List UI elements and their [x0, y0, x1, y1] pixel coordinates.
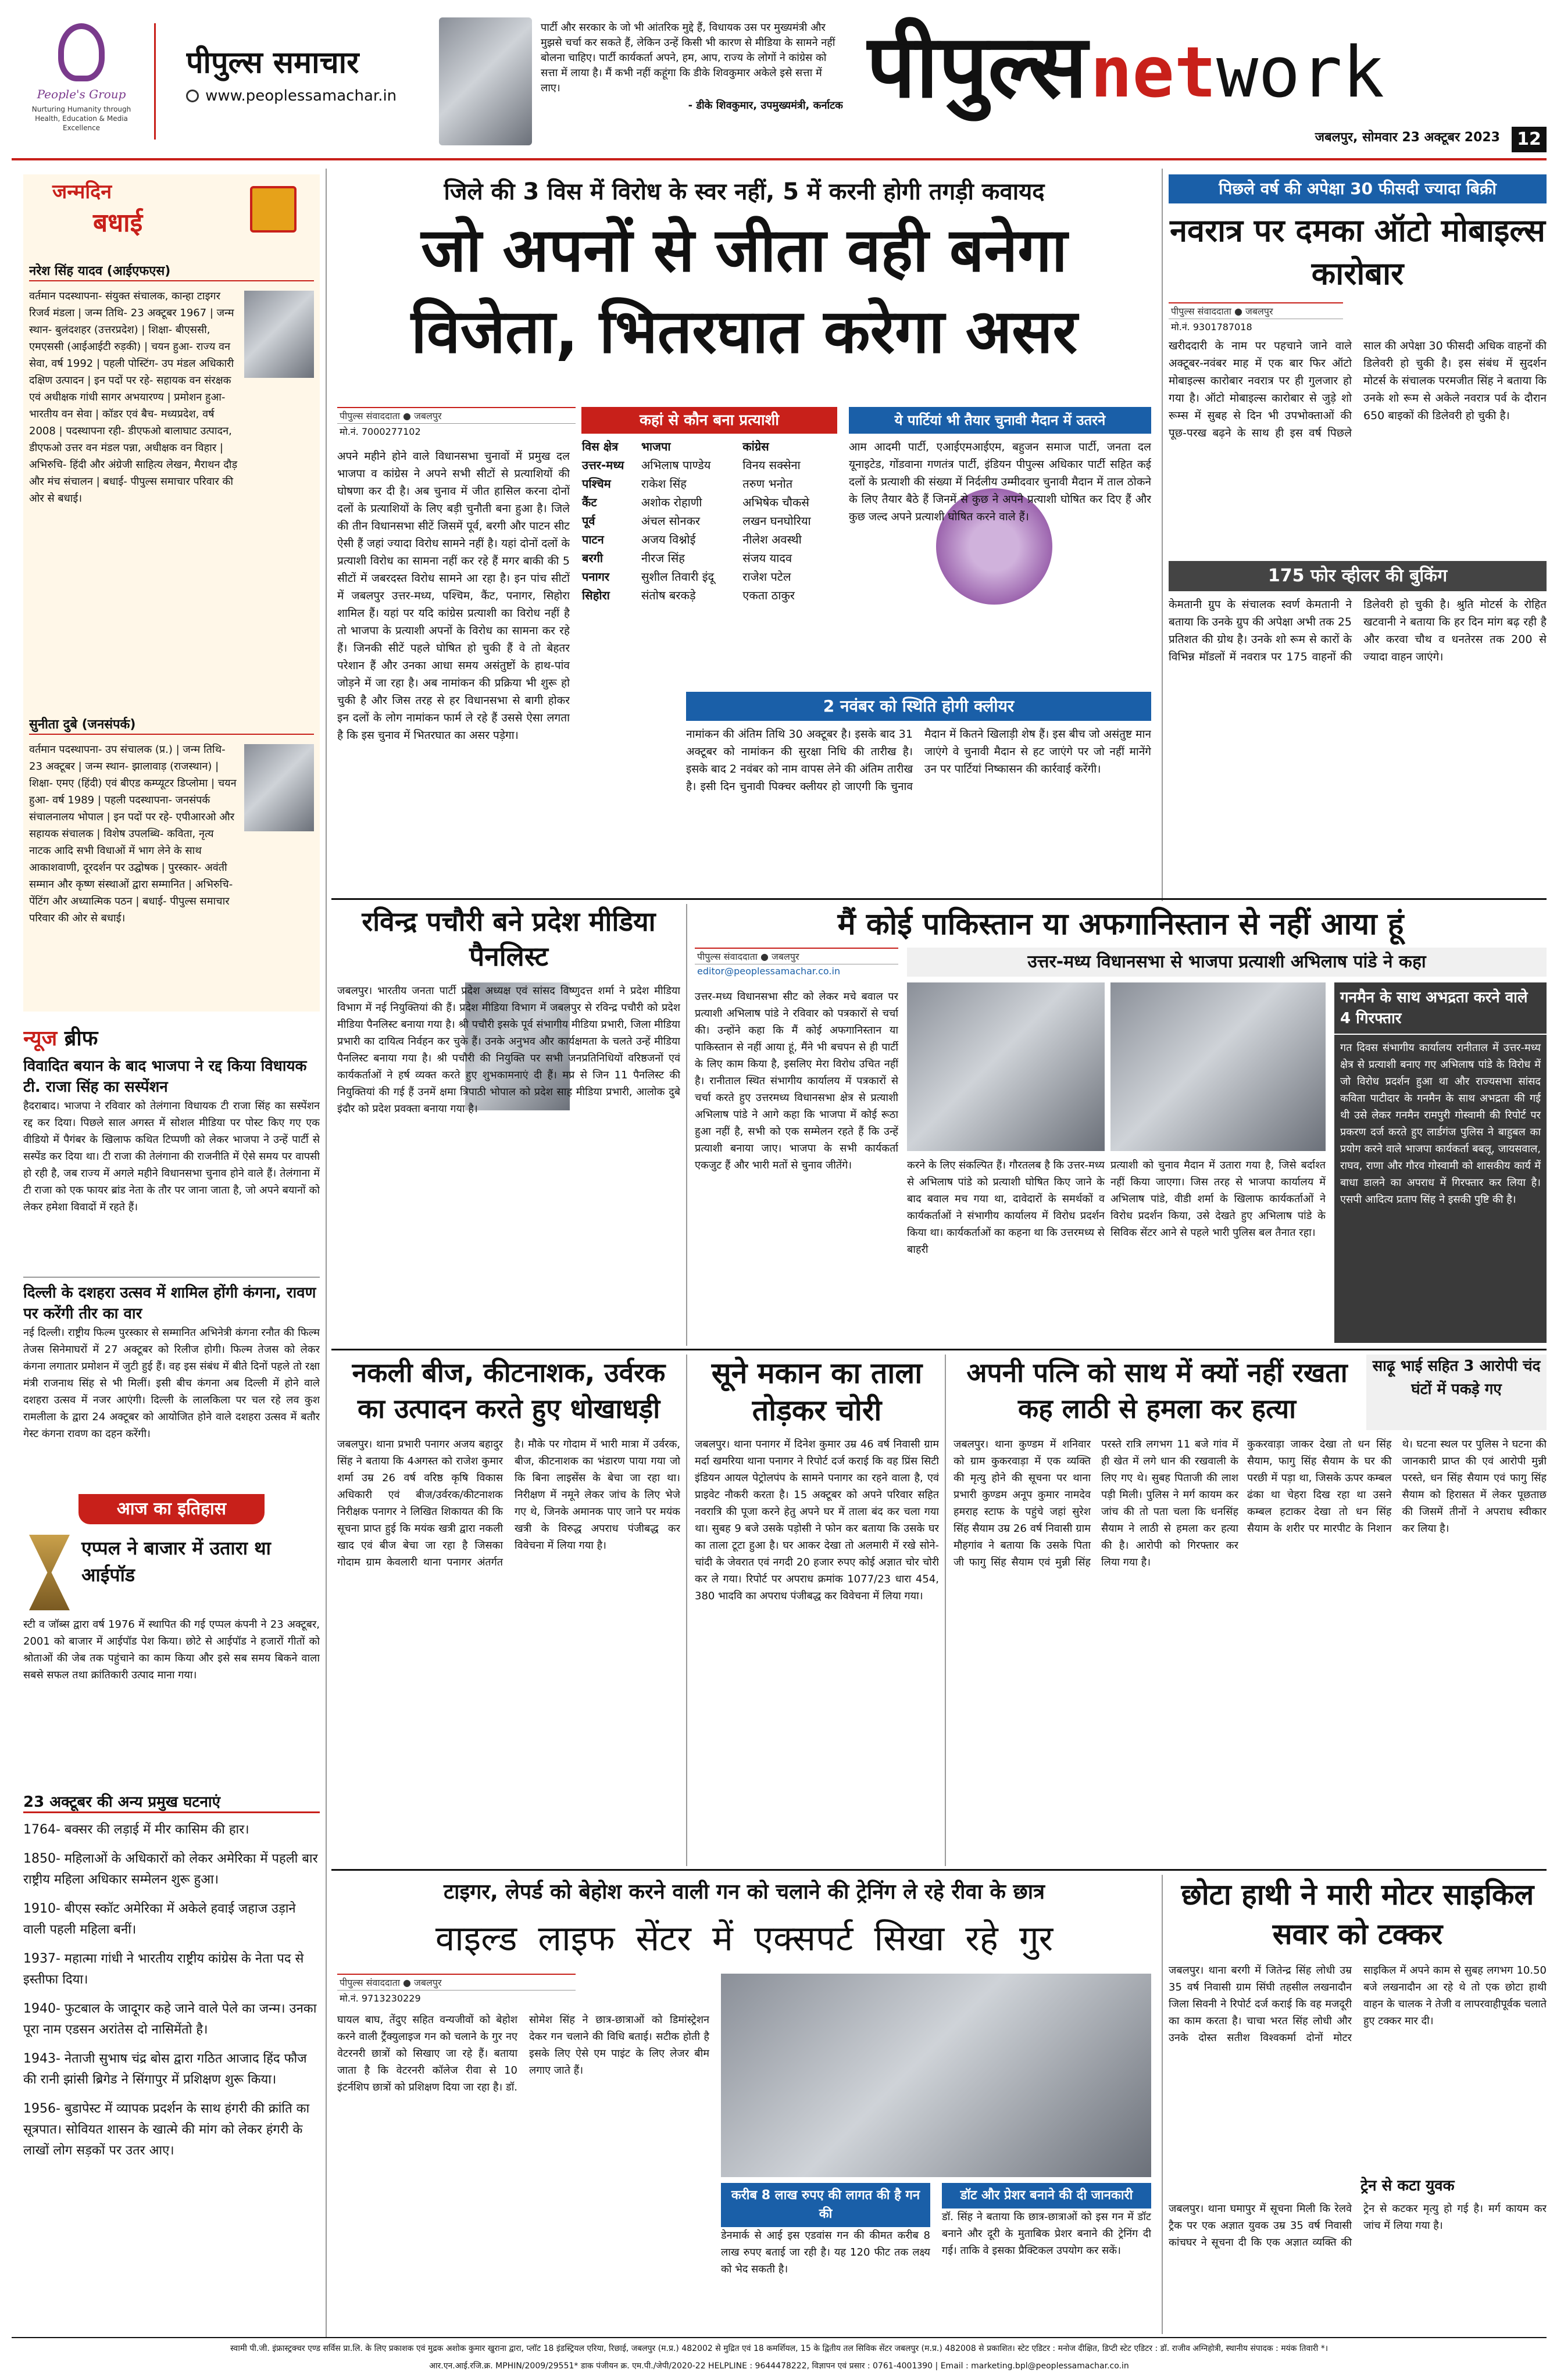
sidebar-vertical-rule [326, 169, 327, 2337]
table-cell: सुशील तिवारी इंदू [641, 570, 715, 584]
arrest-headline: गनमैन के साथ अभद्रता करने वाले 4 गिरफ्तार [1334, 982, 1547, 1035]
paper-name: पीपुल्स समाचार [186, 45, 359, 80]
nov2-text: नामांकन की अंतिम तिथि 30 अक्टूबर है। इसके बाद 31 अक्टूबर को नामांकन की सुरक्षा निधि की तारीख है। इसके बाद 2 नवंबर को नाम वापस लेने की अंतिम तारीख है। इसी दिन चुनावी पिक्चर क्लीयर हो जाएगी कि चुनाव मैदान में कितने खिलाड़ी शेष हैं। इस बीच जो असंतुष्ट मान जाएंगे वे चुनावी मैदान से हट जाएंगे पर जो नहीं मानेंगे उन पर पार्टियां निष्कासन की कार्रवाई करेंगी। [686, 728, 1151, 793]
group-logo-icon [58, 23, 105, 81]
auto-byline [1169, 302, 1343, 335]
table-cell: उत्तर-मध्य [582, 458, 624, 472]
person1-name: नरेश सिंह यादव (आईएफएस) [29, 262, 314, 281]
table-row [581, 549, 837, 567]
person2-photo [244, 744, 314, 831]
seed-body: जबलपुर। थाना प्रभारी पनागर अजय बहादुर सिंह ने बताया कि 4अगस्त को राजेश कुमार शर्मा उम्र 26 वर्ष वरिष्ठ कृषि विकास अधिकारी एवं बीज/उर्वरक/कीटनाशक निरीक्षक पनागर ने लिखित शिकायत की कि सूचना प्राप्त हुई कि मयंक खत्री द्वारा नकली खाद एवं बीज बेचा जा रहा है जिसका गोदाम ग्राम केवलारी थाना पनागर अंतर्गत है। मौके पर गोदाम में भारी मात्रा में उर्वरक, बीज, कीटनाशक का भंडारण पाया गया जो कि बिना लाइसेंस के बेचा जा रहा था। निरीक्षण में नमूने लेकर जांच के लिए भेजे गए थे, जिनके अमानक पाए जाने पर मयंक खत्री के विरुद्ध अपराध पंजीबद्ध कर विवेचना में लिया गया है। [337, 1438, 680, 1568]
peoples-group-logo [23, 23, 140, 140]
dateline: जबलपुर, सोमवार 23 अक्टूबर 2023 [1315, 130, 1500, 145]
news-brief-column [23, 1023, 320, 1482]
lead-byline [337, 407, 576, 442]
pachori-rule [686, 904, 687, 1346]
website-text: www.peoplessamachar.in [205, 87, 397, 105]
footer-registration: आर.एन.आई.रजि.क्र. MPHIN/2009/29551* डाक पंजीयन क्र. एम.पी./जेपी/2020-22 HELPLINE : 9644478222, विज्ञापन एवं प्रसार : 0761-4001390 | Email : marketing.bpl@peoplessamachar.co.in [429, 2361, 1129, 2371]
lead-kicker: जिले की 3 विस में विरोध के स्वर नहीं, 5 में करनी होगी तगड़ी कवायद [444, 178, 1045, 205]
lead-headline-line2: विजेता, भितरघात करेगा असर [410, 296, 1077, 367]
table-row [581, 586, 837, 605]
history-text: स्टी व जॉब्स द्वारा वर्ष 1976 में स्थापित की गई एप्पल कंपनी ने 23 अक्टूबर, 2001 को बाजार में आईपॉड पेश किया। छोटे से आईपॉड ने हजारों गीतों को श्रोताओं की जेब तक पहुंचाने का काम किया और इसे सब समय बिकने वाला सबसे सफल तथा क्रांतिकारी उत्पाद माना गया। [23, 1618, 320, 1681]
midpage-rule [331, 898, 1547, 900]
tractor-sub-body: जबलपुर। थाना घमापुर में सूचना मिली कि रेलवे ट्रैक पर एक अज्ञात युवक उम्र 35 वर्ष निवासी कांचघर ने सूचना दी कि एक अज्ञात व्यक्ति की ट्रेन से कटकर मृत्यु हो गई है। मर्ग कायम कर जांच में लिया गया है। [1169, 2203, 1547, 2249]
pandey-subhead: उत्तर-मध्य विधानसभा से भाजपा प्रत्याशी अभिलाष पांडे ने कहा [907, 948, 1547, 977]
table-cell: अजय विश्नोई [641, 533, 696, 546]
nov2-title: 2 नवंबर को स्थिति होगी क्लीयर [686, 692, 1151, 721]
event-item: 1764- बक्सर की लड़ाई में मीर कासिम की हार। [23, 1822, 249, 1837]
footer-rule [12, 2337, 1547, 2338]
table-row [581, 512, 837, 530]
wildlife-rule [1162, 1875, 1163, 2334]
table-cell: अभिषेक चौकसे [742, 495, 809, 509]
brief-divider [23, 1277, 320, 1278]
auto-body: खरीददारी के नाम पर पहचाने जाने वाले अक्टूबर-नवंबर माह में एक बार फिर ऑटो मोबाइल्स कारोबार नवरात्र पर ही गुलजार हो गया है। ऑटो मोबाइल्स कारोबार से जुड़े शो रूम्स में सुबह से दिन भी उपभोक्ताओं की पूछ-परख बढ़ने के साथ ही इस वर्ष पिछले साल की अपेक्षा 30 फीसदी अधिक वाहनों की डिलेवरी हो चुकी है। इस संबंध में सुदर्शन मोटर्स के संचालक परमजीत सिंह ने बताया कि उनके शो रूम से अकेले नवरात्र पर्व के दौरान 650 बाइकों की डिलेवरी हो चुकी है। [1169, 340, 1547, 439]
network-title-work: work [1216, 33, 1384, 113]
wildlife-photo [721, 1974, 1151, 2177]
candidates-table [581, 437, 837, 605]
seed-headline: नकली बीज, कीटनाशक, उर्वरक का उत्पादन करते हुए धोखाधड़ी [352, 1357, 666, 1424]
events-list [23, 1820, 320, 2161]
table-cell: अशोक रोहाणी [641, 495, 702, 509]
website-link[interactable] [186, 87, 430, 110]
lead-byline-text: पीपुल्स संवाददाता ● जबलपुर [337, 407, 576, 424]
table-cell: संजय यादव [742, 551, 792, 565]
table-row [581, 474, 837, 493]
group-name: People's Group [37, 87, 126, 101]
table-cell: विनय सक्सेना [742, 458, 801, 472]
wildlife-body: घायल बाघ, तेंदुए सहित वन्यजीवों को बेहोश करने वाली ट्रैंक्युलाइज गन को चलाने के गुर नए वेटरनरी छात्रों को सिखाए जा रहे हैं। बताया जाता है कि वेटरनरी कॉलेज रीवा से 10 इंटर्नशिप छात्रों को प्रशिक्षण दिया जा रहा है। डॉ. सोमेश सिंह ने छात्र-छात्राओं को डिमांस्ट्रेशन देकर गन चलाने की विधि बताई। सटीक होती है इसके लिए ऐसे एम पाइंट के लिए लेजर बीम लगाए जाते हैं। [337, 2014, 709, 2093]
sadhu-headline: साढ़ू भाई सहित 3 आरोपी चंद घंटों में पकड़े गए [1366, 1355, 1547, 1430]
shivakumar-photo [439, 17, 532, 145]
logo-divider [154, 23, 156, 140]
table-cell: अभिलाष पाण्डेय [641, 458, 711, 472]
brief-item2-text: नई दिल्ली। राष्ट्रीय फिल्म पुरस्कार से सम्मानित अभिनेत्री कंगना रनौत की फिल्म तेजस सिनेमाघरों में 27 अक्टूबर को रिलीज होगी। फिल्म तेजस को लेकर कंगना लगातार प्रमोशन में जुटी हुई हैं। वह इस संबंध में बीते दिनों पहले तो रक्षा मंत्री राजनाथ सिंह से भी मिलीं। इसी बीच कंगना अब दिल्ली में होने वाले दशहरा उत्सव में नजर आएंगी। दिल्ली के लालकिला पर चल रहे लव कुश रामलीला के द्वारा 24 अक्टूबर को आयोजित होने वाले दशहरा उत्सव में बतौर गेस्ट कंगना रावण का दहन करेंगी। [23, 1327, 320, 1440]
auto-sub-title: 175 फोर व्हीलर की बुकिंग [1169, 561, 1547, 591]
wildlife-kicker: टाइगर, लेपर्ड को बेहोश करने वाली गन को चलाने की ट्रेनिंग ले रहे रीवा के छात्र [444, 1880, 1045, 1904]
pandey-body: उत्तर-मध्य विधानसभा सीट को लेकर मचे बवाल पर प्रत्याशी अभिलाष पांडे ने रविवार को पत्रकारों से चर्चा की। उन्होंने कहा कि मैं कोई अफगानिस्तान या पाकिस्तान से नहीं आया हूं, मैंने भी बचपन से ही पार्टी के लिए काम किया है, इसलिए मेरा विरोध उचित नहीं है। रानीताल स्थित संभागीय कार्यालय में पत्रकारों से चर्चा करते हुए उत्तरमध्य विधानसभा क्षेत्र से प्रत्याशी अभिलाष पांडे ने आगे कहा कि भाजपा में कोई रूठा हुआ नहीं है, सभी को एक सम्मेलन रहते हैं कि उन्हें प्रत्याशी बनाया जाए। भाजपा के सभी कार्यकर्ता एकजुट हैं और भारी मतों से चुनाव जीतेंगे। [695, 991, 898, 1171]
table-cell: नीलेश अवस्थी [742, 533, 802, 546]
table-cell: कैंट [582, 495, 597, 509]
wildlife-mobile: मो.नं. 9713230229 [340, 1993, 421, 2004]
pandey-email[interactable]: editor@peoplessamachar.co.in [697, 966, 841, 977]
person2-text: वर्तमान पदस्थापना- उप संचालक (प्र.) | जन्म तिथि- 23 अक्टूबर | जन्म स्थान- झालावाड़ (राजस्थान) | शिक्षा- एमए (हिंदी) एवं बीएड कम्प्यूटर डिप्लोमा | चयन हुआ- वर्ष 1989 | पहली पदस्थापना- जनसंपर्क संचालनालय भोपाल | इन पदों पर रहे- एपीआरओ और सहायक संचालक | विशेष उपलब्धि- कविता, नृत्य नाटक आदि सभी विधाओं में भाग लेने के साथ आकाशवाणी, दूरदर्शन पर उद्घोषक | पुरस्कार- अवंती सम्मान और कृष्ण संस्थाओं द्वारा सम्मानित | अभिरुचि- पेंटिंग और अध्यात्मिक पठन | बधाई- पीपुल्स समाचार परिवार की ओर से बधाई। [29, 744, 237, 924]
pandey-photo2 [1110, 982, 1326, 1151]
lead-headline-line1: जो अपनों से जीता वही बनेगा [421, 215, 1067, 285]
pandey-byline [695, 948, 898, 982]
table-header: विस क्षेत्र [582, 439, 619, 453]
callout1-text: डेनमार्क से आई इस एडवांस गन की कीमत करीब 8 लाख रुपए बताई जा रही है। यह 120 फीट तक लक्ष्य को भेद सकती है। [721, 2229, 930, 2275]
theft-headline: सूने मकान का ताला तोड़कर चोरी [711, 1356, 923, 1427]
arrest-body: गत दिवस संभागीय कार्यालय रानीताल में उत्तर-मध्य क्षेत्र से प्रत्याशी बनाए गए अभिलाष पांडे के विरोध में जो विरोध प्रदर्शन हुआ था और राज्यसभा सांसद कविता पाटीदार के गनमैन के साथ अभद्रता की गई थी उसे लेकर गनमैन रामपुरी गोस्वामी की रिपोर्ट पर प्रकरण दर्ज करते हुए लार्डगंज पुलिस ने बाहुबल का प्रयोग करने वाले भाजपा कार्यकर्ता बबलू, जायसवाल, राघव, राणा और गौरव गोस्वामी को शासकीय कार्य में बाधा डालने का अपराध में गिरफ्तार कर लिया है। एसपी आदित्य प्रताप सिंह ने इसकी पुष्टि की है। [1340, 1042, 1541, 1206]
auto-byline-text: पीपुल्स संवाददाता ● जबलपुर [1169, 302, 1343, 319]
table-cell: पाटन [582, 533, 604, 546]
table-cell: राकेश सिंह [641, 477, 687, 491]
auto-headline: नवरात्र पर दमका ऑटो मोबाइल्स कारोबार [1170, 212, 1545, 292]
footer-imprint: स्वामी पी.जी. इंफ्रास्ट्रक्चर एण्ड सर्विस प्रा.लि. के लिए प्रकाशक एवं मुद्रक अशोक कुमार खुराना द्वारा, प्लॉट 18 इंडस्ट्रियल एरिया, रिछाई, जबलपुर (म.प्र.) 482002 से मुद्रित एवं 18 कमर्शियल, 15 के द्वितीय तल सिविक सेंटर जबलपुर (म.प्र.) 482008 से प्रकाशित। स्टेट एडिटर : मनोज दीक्षित, डिप्टी स्टेट एडिटर : डॉ. राजीव अग्निहोत्री, स्थानीय संपादक : मयंक तिवारी *। [230, 2344, 1329, 2353]
group-tagline: Nurturing Humanity through Health, Education & Media Excellence [31, 105, 131, 132]
birthday-column [23, 174, 320, 1012]
birthday-header [29, 177, 314, 247]
candidates-box-title: कहां से कौन बना प्रत्याशी [581, 407, 837, 434]
callout2-text: डॉ. सिंह ने बताया कि छात्र-छात्राओं को इस गन में डॉट बनाने और दूरी के मुताबिक प्रेशर बनाने की ट्रेनिंग दी गई। ताकि वे इसका प्रैक्टिकल उपयोग कर सकें। [942, 2211, 1151, 2257]
pandey-caption1: करने के लिए संकल्पित हैं। गौरतलब है कि उत्तर-मध्य से अभिलाष पांडे को प्रत्याशी घोषित किए जाने के बाद बवाल मच गया था, दावेदारों के समर्थकों व कार्यकर्ताओं ने संभागीय कार्यालय में विरोध प्रदर्शन किया था। कार्यकर्ताओं का कहना था कि उत्तरमध्य से बाहरी [907, 1159, 1105, 1256]
auto-kicker: पिछले वर्ष की अपेक्षा 30 फीसदी ज्यादा बिक्री [1169, 174, 1547, 203]
callout2-title: डॉट और प्रेशर बनाने की दी जानकारी [942, 2183, 1151, 2209]
third-rule [331, 1869, 1547, 1871]
table-cell: सिहोरा [582, 588, 610, 602]
network-title-net: net [1090, 33, 1216, 113]
event-item: 1943- नेताजी सुभाष चंद्र बोस द्वारा गठित आजाद हिंद फौज की रानी झांसी ब्रिगेड ने सिंगापुर में प्रशिक्षण शुरू किया। [23, 2052, 307, 2087]
news-brief-brief: ब्रीफ [64, 1027, 98, 1050]
event-item: 1850- महिलाओं के अधिकारों को लेकर अमेरिका में पहली बार राष्ट्रीय महिला अधिकार सम्मेलन शुरू हुआ। [23, 1852, 318, 1887]
news-brief-news: न्यूज [23, 1027, 58, 1050]
hourglass-icon [29, 1535, 70, 1610]
second-rule [331, 1349, 1547, 1350]
history-title: एप्पल ने बाजार में उतारा था आईपॉड [81, 1537, 271, 1586]
other-events-title: 23 अक्टूबर की अन्य प्रमुख घटनाएं [23, 1791, 320, 1813]
pandey-caption2: प्रत्याशी को चुनाव मैदान में उतारा गया है, जिसे बर्दाश्त नहीं किया जाएगा। जिस तरह से भाजपा कार्यालय में अभिलाष पांडे, वीडी शर्मा के खिलाफ कार्यकर्ताओं ने विरोध प्रदर्शन किया, उसे देखते हुए अभिलाष पांडे के सिविक सेंटर आने से पहले भारी पुलिस बल तैनात रहा। [1110, 1159, 1326, 1239]
callout1-box [721, 2183, 930, 2328]
auto-vertical-rule [1162, 169, 1163, 901]
table-header: भाजपा [641, 439, 671, 453]
lead-mobile: मो.नं. 7000277102 [340, 426, 421, 437]
callout2-box [942, 2183, 1151, 2328]
network-title [866, 12, 1547, 122]
news-brief-label [23, 1023, 320, 1052]
pandey-photo1 [907, 982, 1105, 1151]
event-item: 1940- फुटबाल के जादूगर कहे जाने वाले पेले का जन्म। उनका पूरा नाम एडसन अरांतेस दो नासिमेंतो है। [23, 2002, 317, 2037]
globe-icon [186, 90, 199, 102]
parties-box-title: ये पार्टियां भी तैयार चुनावी मैदान में उतरने [849, 407, 1151, 434]
sadhu-body: कुकरवाड़ा जाकर देखा तो धन सिंह सैयाम, फागु सिंह सैयाम के घर की परछी में पड़ा था, जिसके ऊपर कम्बल ढंका था चेहरा दिख रहा था उसने कम्बल हटाकर देखा तो धन सिंह सैयाम के शरीर पर मारपीट के निशान थे। घटना स्थल पर पुलिस ने घटना की जानकारी प्राप्त की एवं आरोपी मुन्नी परस्ते, धन सिंह सैयाम एवं फागु सिंह सैयाम को हिरासत में लेकर पूछताछ की जिसमें तीनों ने अपराध स्वीकार कर लिया है। [1247, 1438, 1547, 1535]
birthday-header-line1: जन्मदिन [52, 180, 112, 203]
quote-box [541, 20, 843, 148]
tractor-headline: छोटा हाथी ने मारी मोटर साइकिल सवार को टक्कर [1181, 1878, 1534, 1951]
quote-author: - डीके शिवकुमार, उपमुख्यमंत्री, कर्नाटक [688, 99, 843, 112]
parties-box [849, 407, 1151, 680]
gift-icon [250, 186, 297, 233]
tractor-sub-title: ट्रेन से कटा युवक [1360, 2177, 1455, 2195]
wildlife-headline: वाइल्ड लाइफ सेंटर में एक्सपर्ट सिखा रहे गुर [435, 1918, 1054, 1959]
wildlife-byline-text: पीपुल्स संवाददाता ● जबलपुर [337, 1974, 576, 1991]
table-cell: बरगी [582, 551, 603, 565]
table-cell: नीरज सिंह [641, 551, 685, 565]
arrest-box [1334, 982, 1547, 1343]
masthead-rule [12, 158, 1547, 160]
network-title-hindi: पीपुल्स [866, 16, 1088, 117]
table-row [581, 567, 837, 586]
theft-rule [945, 1355, 946, 1866]
pachori-body: जबलपुर। भारतीय जनता पार्टी प्रदेश अध्यक्ष एवं सांसद विष्णुदत्त शर्मा ने प्रदेश मीडिया विभाग में नई नियुक्तियां की हैं। प्रदेश मीडिया विभाग में जबलपुर से रविन्द्र पचौरी को प्रदेश मीडिया पैनलिस्ट बनाया गया है। श्री पचौरी इसके पूर्व संभागीय मीडिया प्रभारी, जिला मीडिया प्रभारी का दायित्व निर्वहन कर चुके हैं। उनके अनुभव और कार्यक्षमता के चलते उन्हें मीडिया पैनलिस्ट बनाया गया है। श्री पचौरी की नियुक्ति पर सभी जनप्रतिनिधियों वरिष्ठजनों एवं कार्यकर्ताओं ने हर्ष व्यक्त करते हुए शुभकामनाएं दी हैं। मप्र से जिन 11 पैनलिस्ट की नियुक्तियां की गई हैं उनमें क्षमा त्रिपाठी भोपाल को प्रदेश साह मीडिया प्रभारी, आलोक दुबे इंदौर को प्रदेश प्रवक्ता बनाया गया है। [337, 985, 680, 1115]
event-item: 1910- बीएस स्कॉट अमेरिका में अकेले हवाई जहाज उड़ाने वाली पहली महिला बनीं। [23, 1902, 296, 1937]
pandey-byline-text: पीपुल्स संवाददाता ● जबलपुर [695, 948, 898, 964]
birthday-header-line2: बधाई [93, 208, 143, 238]
lead-body-col1: अपने महीने होने वाले विधानसभा चुनावों में प्रमुख दल भाजपा व कांग्रेस ने अपने सभी सीटों से प्रत्याशियों की घोषणा कर दी है। अब चुनाव में जीत हासिल करना दोनों दलों के प्रत्याशियों के लिए बड़ी चुनौती बना हुआ है। जिले की तीन विधानसभा सीटें जिसमें पूर्व, बरगी और पाटन सीट ऐसी हैं जहां ज्यादा विरोध सामने नहीं है। यहां दोनों दलों के प्रत्याशी विरोध का सामना नहीं कर रहे हैं मगर बाकी की 5 सीटों में जबरदस्त विरोध सामने आ रहा है। इन पांच सीटों में जबलपुर उत्तर-मध्य, पश्चिम, कैंट, पनागर, सिहोरा शामिल हैं। यहां पर यदि कांग्रेस प्रत्याशी का विरोध नहीं है तो भाजपा के प्रत्याशी अपनों के विरोध का सामना कर रहे हैं। जिनकी सीटें पहले घोषित हो चुकी हैं वे तो बेहतर परेशान हैं और उनका आधा समय असंतुष्टों के हाथ-पांव जोड़ने में जा रहा है। अब नामांकन की प्रक्रिया भी शुरू हो चुकी है और जिस तरह से हर विधानसभा से बागी होकर इन दलों के लोग नामांकन फार्म ले रहे हैं उससे ऐसा लगता है कि इस चुनाव में भितरघात का असर पड़ेगा। [337, 450, 570, 742]
auto-sub-body: केमतानी ग्रुप के संचालक स्वर्ण केमतानी ने बताया कि उनके ग्रुप की अपेक्षा अभी तक 25 प्रतिशत की ग्रोथ है। उनके शो रूम से कारों के विभिन्न मॉडलों में नवरात्र पर 175 वाहनों की डिलेवरी हो चुकी है। श्रुति मोटर्स के रोहित खटवानी ने बताया कि हर दिन मांग बढ़ रही है और करवा चौथ व धनतेरस तक 200 से ज्यादा वाहन जाएंगे। [1169, 598, 1547, 663]
auto-mobile: मो.नं. 9301787018 [1171, 321, 1252, 333]
table-cell: पश्चिम [582, 477, 611, 491]
table-cell: एकता ठाकुर [742, 588, 795, 602]
quote-text: पार्टी और सरकार के जो भी आंतरिक मुद्दे हैं, विधायक उस पर मुख्यमंत्री और मुझसे चर्चा कर सकते हैं, लेकिन उन्हें किसी भी कारण से मीडिया के सामने नहीं बोलना चाहिए। पार्टी कार्यकर्ता अपने, हम, आप, राज्य के लोगों ने कांग्रेस को सत्ता में लाया है। मैं कभी नहीं कहूंगा कि डीके शिवकुमार अकेले इसे सत्ता में लाए। [541, 22, 835, 94]
seed-rule [686, 1355, 687, 1866]
table-cell: संतोष बरकड़े [641, 588, 696, 602]
table-row [581, 530, 837, 549]
tractor-body: जबलपुर। थाना बरगी में जितेन्द्र सिंह लोधी उम्र 35 वर्ष निवासी ग्राम सिंघी तहसील लखनादौन जिला सिवनी ने रिपोर्ट दर्ज कराई कि वह मजदूरी का काम करता है। चाचा भरत सिंह लोधी और उनके दोस्त सतीश विश्वकर्मा दोनों मोटर साइकिल में अपने काम से सुबह लगभग 10.50 बजे लखनादौन आ रहे थे तो एक छोटा हाथी वाहन के चालक ने तेजी व लापरवाहीपूर्वक चलाते हुए टक्कर मार दी। [1169, 1964, 1547, 2044]
history-header: आज का इतिहास [78, 1494, 265, 1524]
pandey-headline: मैं कोई पाकिस्तान या अफगानिस्तान से नहीं आया हूं [837, 907, 1404, 942]
table-cell: अंचल सोनकर [641, 514, 701, 528]
wife-body: जबलपुर। थाना कुण्डम में शनिवार को ग्राम कुकरवाड़ा में एक व्यक्ति की मृत्यु होने की सूचना पर थाना प्रभारी कुण्डम अनूप कुमार नामदेव हमराह स्टाफ के पहुंचे जहां सुरेश सिंह सैयाम उम्र 26 वर्ष निवासी ग्राम मौहगांव ने बताया कि उसके पिता जी फागु सिंह सैयाम एवं मुन्नी सिंह परस्ते रात्रि लगभग 11 बजे गांव में ही खेत में लगे धान की रखवाली के लिए गए थे। सुबह पिताजी की लाश पड़ी मिली। पुलिस ने मर्ग कायम कर जांच की तो पता चला कि धनसिंह सैयाम ने लाठी से हमला कर हत्या की है। आरोपी को गिरफ्तार कर लिया गया है। [954, 1438, 1238, 1568]
table-row [581, 493, 837, 512]
callout1-title: करीब 8 लाख रुपए की लागत की है गन की [721, 2183, 930, 2227]
wildlife-byline [337, 1974, 576, 2006]
brief-item1-title: विवादित बयान के बाद भाजपा ने रद्द किया विधायक टी. राजा सिंह का सस्पेंशन [23, 1057, 307, 1096]
theft-body: जबलपुर। थाना पनागर में दिनेश कुमार उम्र 46 वर्ष निवासी ग्राम मर्दा खमरिया थाना पनागर ने रिपोर्ट दर्ज कराई कि वह प्रिंस सिटी इंडियन आयल पेट्रोलपंप के सामने पनागर का रहने वाला है, एवं प्राइवेट नौकरी करता है। 15 अक्टूबर को अपने परिवार सहित नवरात्रि की पूजा करने हेतु अपने घर में ताला बंद कर चला गया था। सुबह 9 बजे उसके पड़ोसी ने फोन कर बताया कि उसके घर का ताला टूटा हुआ है। घर आकर देखा तो अलमारी में रखे सोने-चांदी के जेवरात एवं नगदी 20 हजार रुपए कोई अज्ञात चोर चोरी कर ले गया। रिपोर्ट पर अपराध क्रमांक 1077/23 धारा 454, 380 भादवि का अपराध पंजीबद्ध कर विवेचना में लिया गया। [695, 1438, 939, 1602]
person1-text: वर्तमान पदस्थापना- संयुक्त संचालक, कान्हा टाइगर रिजर्व मंडला | जन्म तिथि- 23 अक्टूबर 1967 | जन्म स्थान- बुलंदशहर (उत्तरप्रदेश) | शिक्षा- बीएससी, एमएससी (आईआईटी रुड़की) | चयन हुआ- राज्य वन सेवा, वर्ष 1992 | पहली पोस्टिंग- उप मंडल अधिकारी दक्षिण उत्पादन | इन पदों पर रहे- सहायक वन संरक्षक एवं अधीक्षक गांधी सागर अभयारण्य | प्रमोशन हुआ- भारतीय वन सेवा | कॉडर एवं बैच- मध्यप्रदेश, वर्ष 2008 | पदस्थापना रही- डीएफओ बालाघाट उत्पादन, डीएफओ उत्तर वन मंडल पन्ना, अधीक्षक वन विहार | अभिरुचि- हिंदी और अंग्रेजी साहित्य लेखन, मैराथन दौड़ और मंच संचालन | बधाई- पीपुल्स समाचार परिवार की ओर से बधाई। [29, 290, 238, 505]
wife-headline: अपनी पत्नि को साथ में क्यों नहीं रखता कह लाठी से हमला कर हत्या [966, 1357, 1348, 1424]
table-cell: लखन घनघोरिया [742, 514, 811, 528]
table-cell: तरुण भनोत [742, 477, 793, 491]
today-history-column [23, 1494, 320, 2325]
table-cell: पनागर [582, 570, 610, 584]
table-row [581, 456, 837, 474]
table-header-row [581, 437, 837, 456]
page-number: 12 [1512, 127, 1547, 152]
masthead [0, 0, 1557, 157]
parties-text: आम आदमी पार्टी, एआईएमआईएम, बहुजन समाज पार्टी, जनता दल यूनाइटेड, गोंडवाना गणतंत्र पार्टी, इंडियन पीपुल्स अधिकार पार्टी सहित कई दलों के प्रत्याशी की संख्या में निर्दलीय उम्मीदवार चुनावी मैदान में ताल ठोकने के लिए तैयार बैठे हैं जिनमें से कुछ ने अपने प्रत्याशी घोषित कर दिए हैं और कुछ जल्द अपने प्रत्याशी घोषित करने वाले हैं। [849, 441, 1151, 523]
person1-photo [244, 291, 314, 378]
person2-name: सुनीता दुबे (जनसंपर्क) [29, 715, 314, 735]
event-item: 1956- बुडापेस्ट में व्यापक प्रदर्शन के साथ हंगरी की क्रांति का सूत्रपात। सोवियत शासन के खात्मे की मांग को लेकर हंगरी के लाखों लोग सड़कों पर उतर आए। [23, 2102, 310, 2158]
table-header: कांग्रेस [742, 439, 769, 453]
nov2-box [686, 692, 1151, 889]
table-cell: राजेश पटेल [742, 570, 791, 584]
brief-item1-text: हैदराबाद। भाजपा ने रविवार को तेलंगाना विधायक टी राजा सिंह का सस्पेंशन रद्द कर दिया। पिछले साल अगस्त में सोशल मीडिया पर पोस्ट किए गए एक वीडियो में पैगंबर के खिलाफ कथित टिप्पणी को लेकर भाजपा ने उन्हें पार्टी से सस्पेंड कर दिया था। टी राजा की तेलंगाना की राजनीति में ऐसे समय पर वापसी हो रही है, जब राज्य में अगले महीने विधानसभा चुनाव होने वाले हैं। तेलंगाना में टी राजा को एक फायर ब्रांड नेता के तौर पर जाना जाता है, जो अपने बयानों को लेकर हमेशा विवादों में रहते हैं। [23, 1100, 320, 1213]
event-item: 1937- महात्मा गांधी ने भारतीय राष्ट्रीय कांग्रेस के नेता पद से इस्तीफा दिया। [23, 1952, 304, 1987]
pachori-headline: रविन्द्र पचौरी बने प्रदेश मीडिया पैनलिस्ट [362, 906, 656, 972]
brief-item2-title: दिल्ली के दशहरा उत्सव में शामिल होंगी कंगना, रावण पर करेंगी तीर का वार [23, 1284, 316, 1323]
table-cell: पूर्व [582, 514, 595, 528]
